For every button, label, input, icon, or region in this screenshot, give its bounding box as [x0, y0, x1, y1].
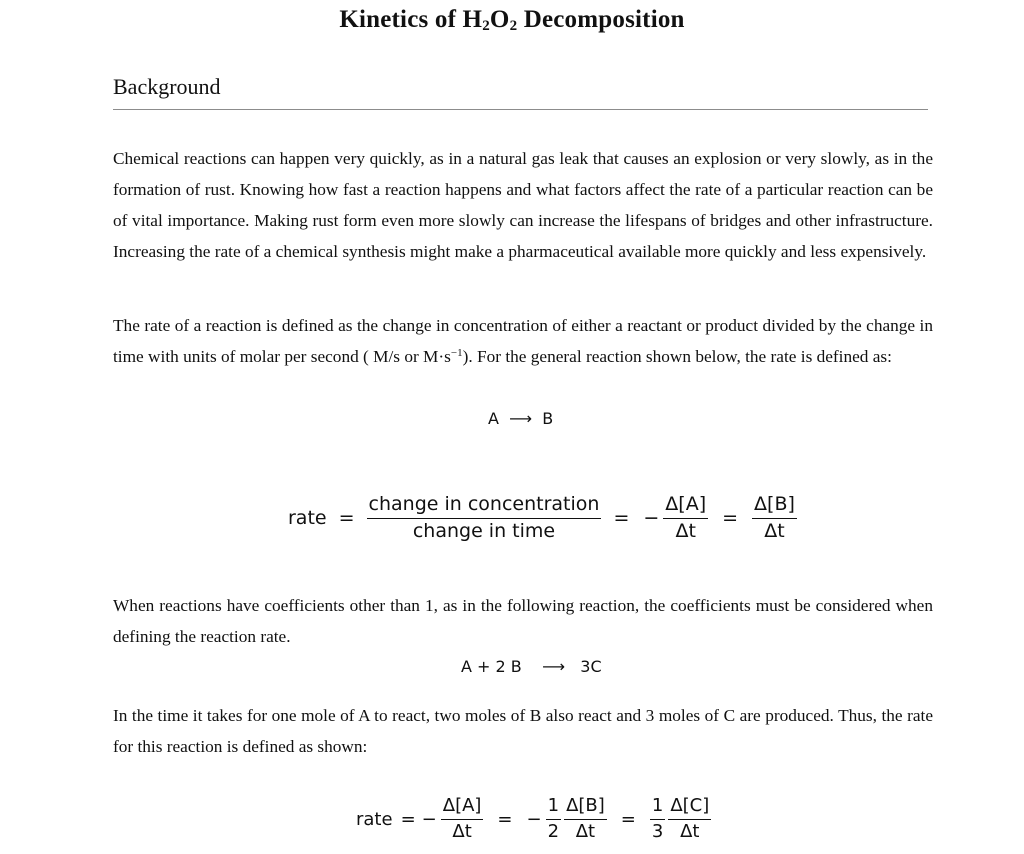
title-text: Kinetics of H [339, 6, 483, 33]
fraction-one-half [546, 796, 561, 842]
equals-sign: = [613, 507, 630, 530]
fraction-denominator: change in time [412, 519, 556, 542]
equals-sign: = [338, 507, 355, 530]
fraction-numerator: Δ[B] [564, 796, 607, 820]
title-subscript: 2 [509, 18, 518, 34]
document-title [0, 6, 1024, 35]
fraction-numerator: change in concentration [367, 494, 602, 519]
equals-sign: = [722, 507, 739, 530]
section-heading: Background [113, 74, 221, 99]
paragraph-rate-definition [113, 310, 933, 372]
paragraph-text: ). For the general reaction shown below, the rate is defined as: [462, 347, 892, 366]
reaction-a-to-b: A ⟶ B [488, 409, 554, 428]
fraction-delta-a [663, 494, 708, 543]
fraction-concentration-over-time [367, 494, 602, 543]
fraction-denominator: Δt [675, 519, 696, 542]
fraction-denominator: Δt [764, 519, 785, 542]
fraction-denominator: Δt [680, 820, 700, 842]
fraction-denominator: Δt [452, 820, 472, 842]
fraction-numerator: Δ[A] [663, 494, 708, 519]
fraction-delta-a [441, 796, 484, 842]
fraction-delta-b [564, 796, 607, 842]
fraction-numerator: Δ[A] [441, 796, 484, 820]
coefficient-denominator: 3 [651, 820, 664, 842]
paragraph-text: The rate of a reaction is defined as the change in concentration of either a reactant or product divided by the change in time with units of molar per second ( M/s or M·s [113, 316, 933, 366]
title-subscript: 2 [482, 18, 490, 34]
equals-sign: = [620, 808, 636, 830]
equation-lhs: rate [356, 808, 393, 830]
superscript: −1 [450, 347, 463, 359]
paragraph-intro: Chemical reactions can happen very quickly, as in a natural gas leak that causes an explosion or very slowly, as in the formation of rust. Knowing how fast a reaction happens and what factors affect the rate of a particular reaction can be of vital importance. Making rust form even more slowly can increase the lifespans of bridges and other infrastructure. Increasing the rate of a chemical synthesis might make a pharmaceutical available more quickly and less expensively. [113, 149, 933, 261]
fraction-numerator: Δ[C] [668, 796, 711, 820]
title-text: O [489, 6, 510, 33]
fraction-numerator: Δ[B] [752, 494, 797, 519]
rate-equation-general [288, 494, 797, 543]
reaction-a-2b-to-3c: A + 2 B ⟶ 3C [461, 657, 602, 676]
title-text: Decomposition [517, 6, 685, 33]
heading-divider [113, 109, 928, 110]
equation-lhs: rate [288, 507, 327, 530]
fraction-delta-b [752, 494, 797, 543]
coefficient-numerator: 1 [546, 796, 561, 820]
equals-sign: = [400, 808, 416, 830]
fraction-one-third [650, 796, 665, 842]
rate-equation-coefficients [356, 796, 711, 842]
minus-sign: − [643, 507, 660, 530]
coefficient-denominator: 2 [547, 820, 560, 842]
minus-sign: − [526, 808, 542, 830]
paragraph-coefficients: When reactions have coefficients other than 1, as in the following reaction, the coefficients must be considered when defining the reaction rate. [113, 596, 933, 646]
equals-sign: = [497, 808, 513, 830]
minus-sign: − [421, 808, 437, 830]
fraction-denominator: Δt [575, 820, 596, 842]
fraction-delta-c [668, 796, 711, 842]
paragraph-moles: In the time it takes for one mole of A to react, two moles of B also react and 3 moles of C are produced. Thus, the rate for this reaction is defined as shown: [113, 706, 933, 756]
coefficient-numerator: 1 [650, 796, 665, 820]
